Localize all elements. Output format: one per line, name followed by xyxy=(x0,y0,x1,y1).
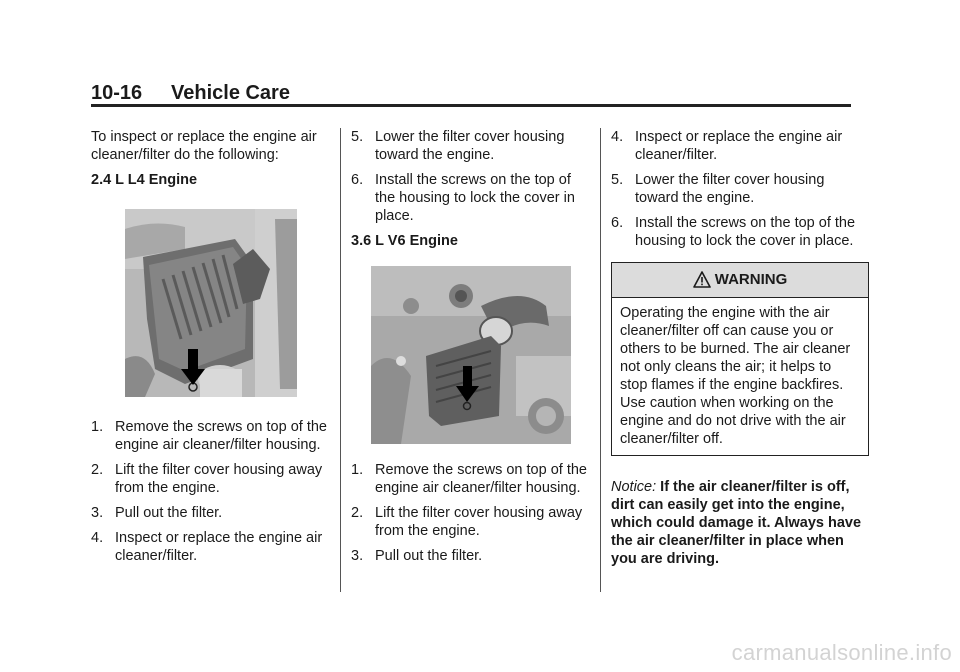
notice-text xyxy=(611,478,867,568)
list-item: 5. Lower the filter cover housing toward the engine. xyxy=(611,172,825,206)
list-item: 2. Lift the filter cover housing away from the engine. xyxy=(351,505,583,539)
warning-title: WARNING xyxy=(714,271,788,288)
engine-photo-l4 xyxy=(125,209,331,402)
column-1 xyxy=(91,128,331,572)
list-item: 4. Inspect or replace the engine air cleaner/filter. xyxy=(91,530,323,564)
list-item: 1. Remove the screws on top of the engine air cleaner/filter housing. xyxy=(91,419,327,453)
warning-box xyxy=(611,262,869,456)
list-item: 5. Lower the filter cover housing toward the engine. xyxy=(351,129,565,163)
column-divider xyxy=(340,128,341,592)
engine-photo-v6 xyxy=(371,266,591,449)
steps-list-v6-continued xyxy=(611,128,861,250)
notice-label: Notice: xyxy=(611,479,657,495)
engine-heading-l4: 2.4 L L4 Engine xyxy=(91,172,198,188)
steps-list-l4-continued xyxy=(351,128,591,225)
warning-header xyxy=(612,263,868,298)
engine-heading-v6: 3.6 L V6 Engine xyxy=(351,233,458,249)
page-number: 10-16 xyxy=(91,82,143,104)
list-item: 2. Lift the filter cover housing away from the engine. xyxy=(91,462,323,496)
list-item: 3. Pull out the filter. xyxy=(91,505,223,521)
column-2 xyxy=(351,128,591,572)
header-rule xyxy=(91,104,851,107)
notice-body: If the air cleaner/filter is off, dirt can easily get into the engine, which could damage it. Always have the air cleaner/filter in place when you are driving. xyxy=(611,479,862,567)
list-item: 3. Pull out the filter. xyxy=(351,548,483,564)
section-title: Vehicle Care xyxy=(171,82,290,104)
warning-text: Operating the engine with the air cleaner/filter off can cause you or others to be burned. The air cleaner not only cleans the air; it helps to stop flames if the engine backfires. Use caution when working on the engine and do not drive with the air cleaner/filter off. xyxy=(620,305,851,447)
list-item: 1. Remove the screws on top of the engine air cleaner/filter housing. xyxy=(351,462,587,496)
steps-list-l4 xyxy=(91,418,331,565)
steps-list-v6 xyxy=(351,461,591,565)
warning-icon xyxy=(693,271,711,288)
list-item: 6. Install the screws on the top of the housing to lock the cover in place. xyxy=(351,172,575,224)
intro-text: To inspect or replace the engine air cleaner/filter do the following: xyxy=(91,129,317,163)
column-divider xyxy=(600,128,601,592)
page-header xyxy=(91,80,851,106)
watermark: carmanualsonline.info xyxy=(731,640,952,665)
list-item: 6. Install the screws on the top of the housing to lock the cover in place. xyxy=(611,215,856,249)
list-item: 4. Inspect or replace the engine air cleaner/filter. xyxy=(611,129,843,163)
column-3 xyxy=(611,128,861,568)
